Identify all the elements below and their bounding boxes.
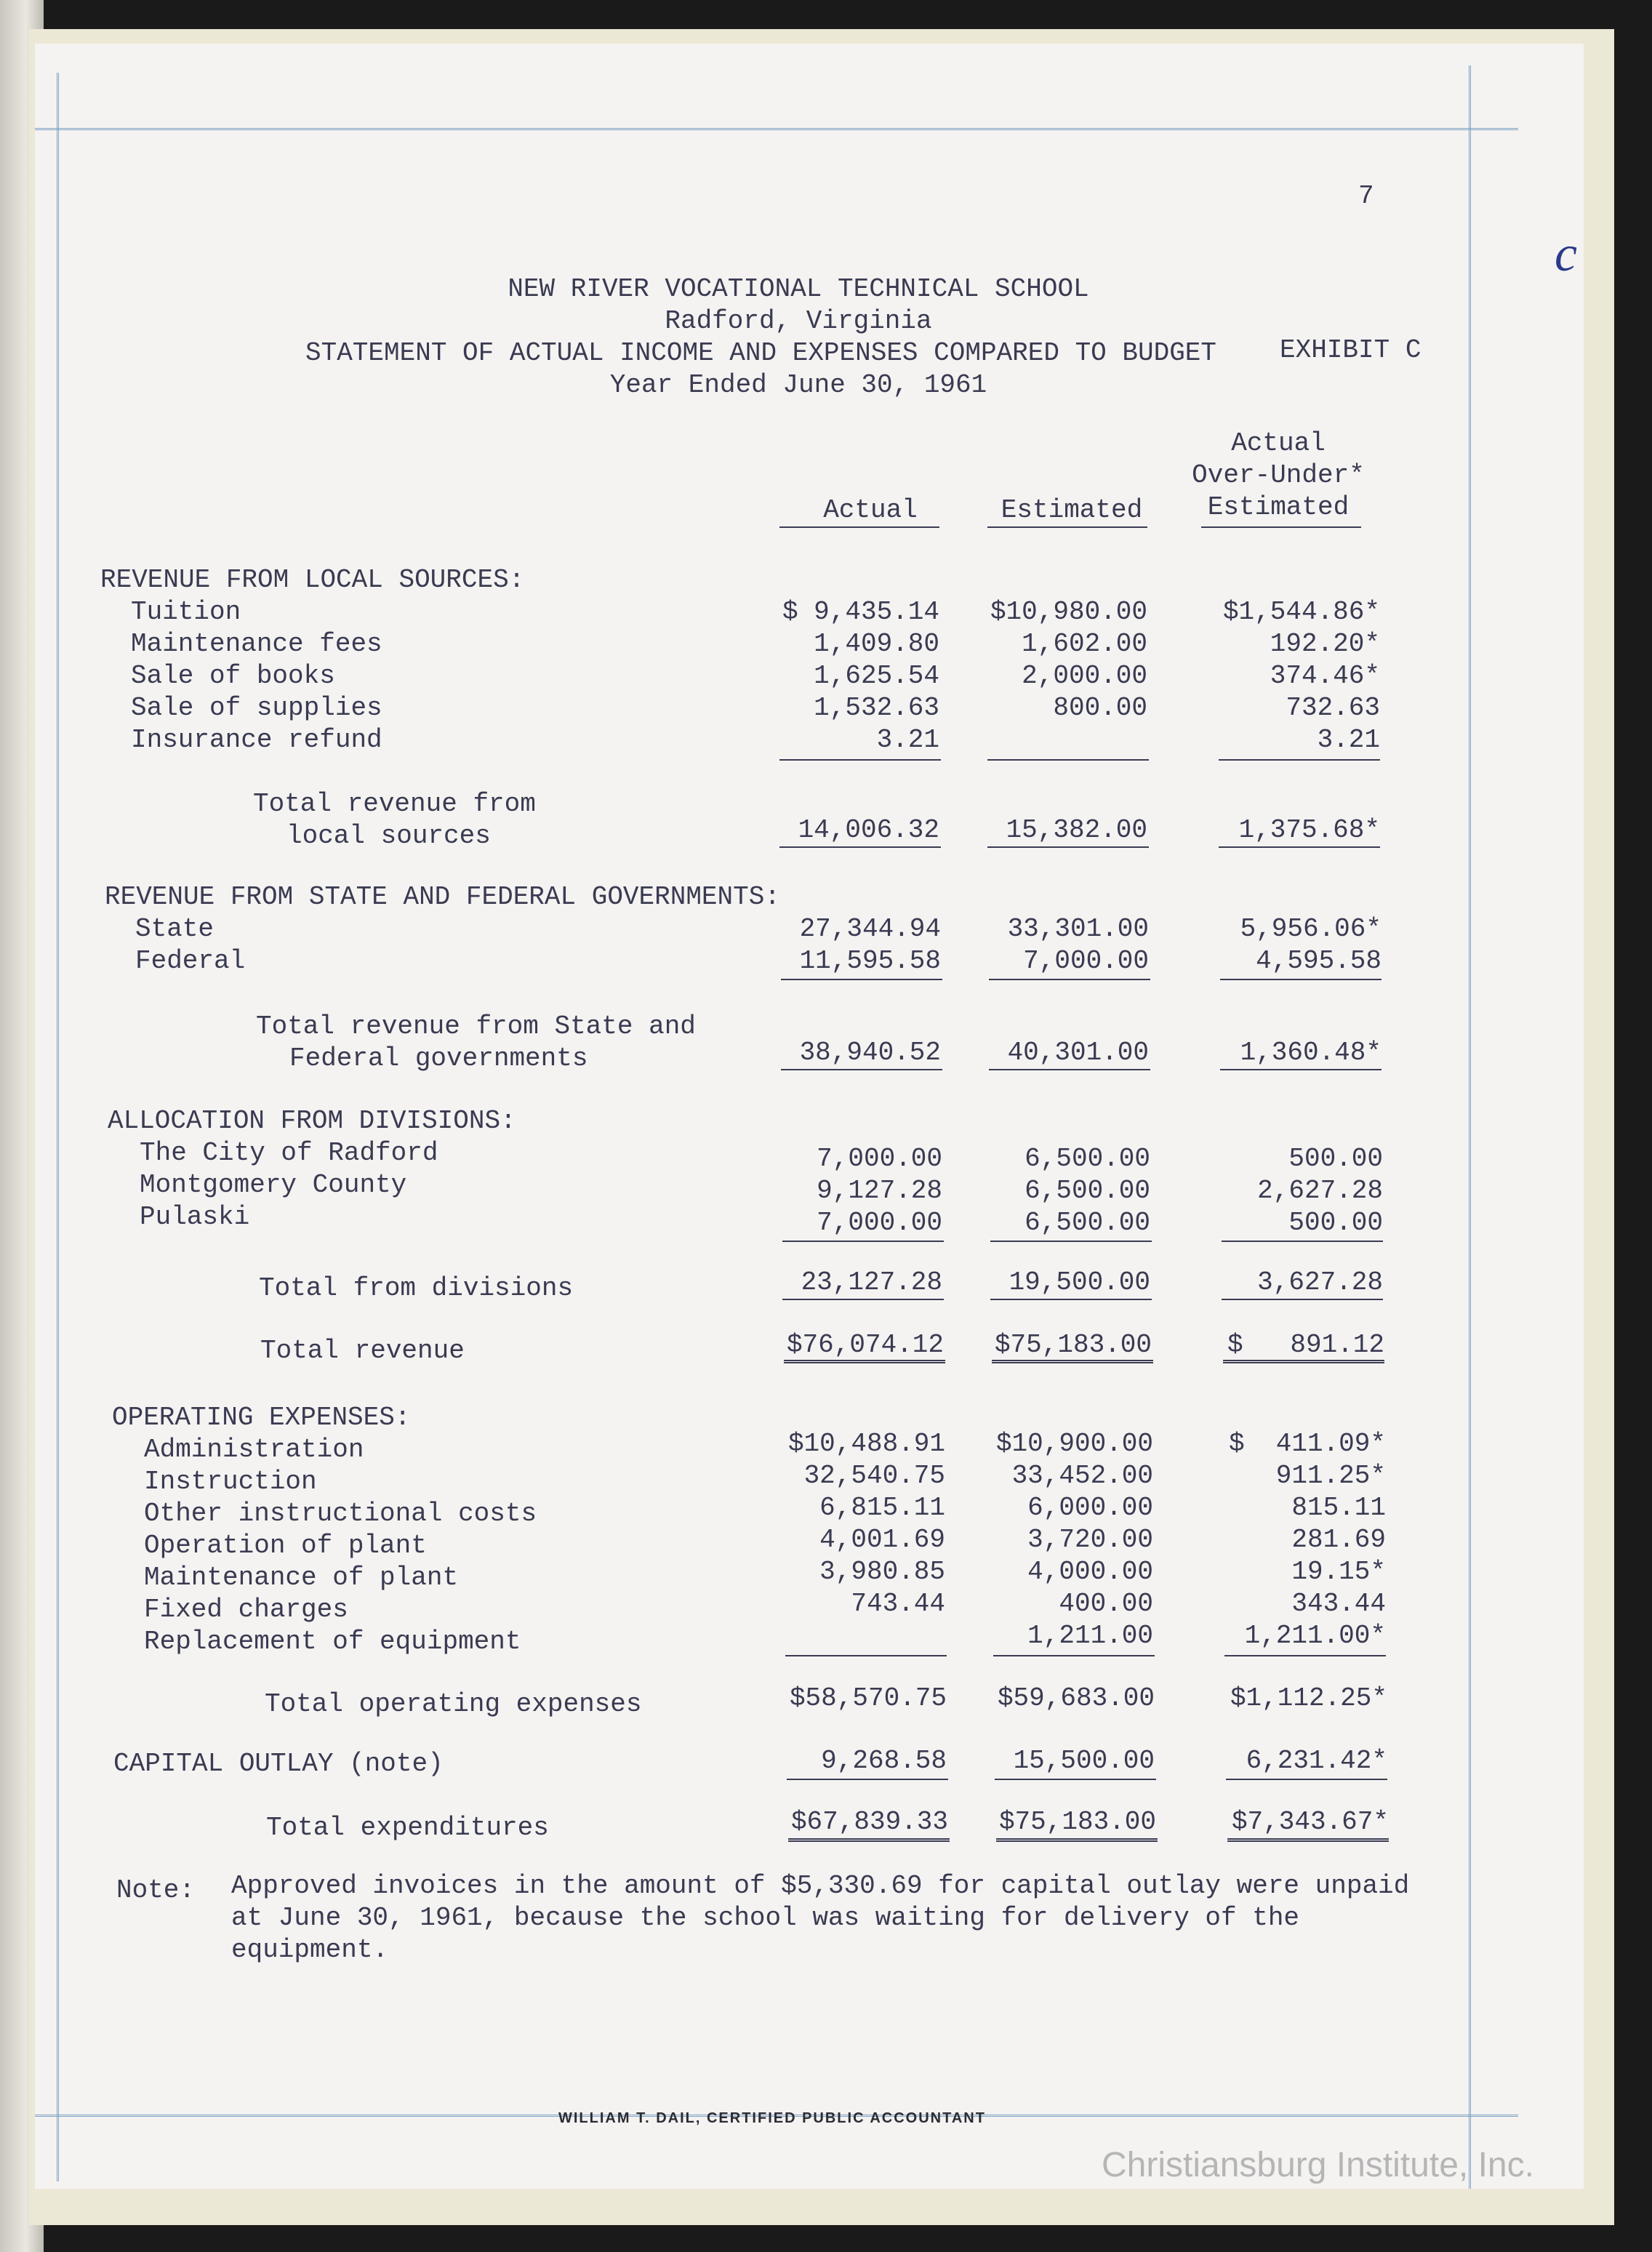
row-actual: 11,595.58 <box>799 946 941 976</box>
operating-total-estimated: $59,683.00 <box>997 1683 1155 1713</box>
row-diff: 19.15* <box>1291 1557 1386 1587</box>
row-estimated: 1,211.00 <box>1027 1621 1153 1651</box>
row-estimated: 33,301.00 <box>1007 914 1149 944</box>
row-diff: 815.11 <box>1291 1493 1386 1523</box>
row-label: Operation of plant <box>144 1531 427 1560</box>
row-actual: 32,540.75 <box>803 1461 945 1491</box>
row-diff: 1,211.00* <box>1244 1621 1386 1651</box>
local-total-label-2: local sources <box>286 821 491 851</box>
row-diff: 192.20* <box>1270 629 1380 659</box>
row-label: Other instructional costs <box>144 1499 537 1528</box>
local-total-actual: 14,006.32 <box>798 815 939 845</box>
page-number: 7 <box>1358 181 1374 211</box>
row-estimated: 3,720.00 <box>1027 1525 1153 1555</box>
row-actual: 9,127.28 <box>817 1176 942 1206</box>
col-head-actual: Actual <box>823 495 918 525</box>
row-label: The City of Radford <box>140 1138 438 1168</box>
row-estimated: 33,452.00 <box>1011 1461 1153 1491</box>
note-line-2: at June 30, 1961, because the school was waiting for delivery of the <box>231 1903 1300 1933</box>
cpa-footer: WILLIAM T. DAIL, CERTIFIED PUBLIC ACCOUNTANT <box>558 2110 986 2126</box>
state-total-label-2: Federal governments <box>289 1043 588 1073</box>
row-diff: 500.00 <box>1288 1208 1383 1238</box>
row-estimated: 800.00 <box>1053 693 1147 723</box>
capital-diff: 6,231.42* <box>1246 1746 1387 1776</box>
total-underline <box>989 1069 1150 1070</box>
total-expenditures-diff: $7,343.67* <box>1231 1807 1389 1837</box>
exhibit-label: EXHIBIT C <box>1280 335 1422 365</box>
capital-estimated: 15,500.00 <box>1013 1746 1155 1776</box>
state-heading: REVENUE FROM STATE AND FEDERAL GOVERNMENTS: <box>105 882 780 912</box>
document-page <box>35 44 1584 2189</box>
row-actual: 4,001.69 <box>819 1525 945 1555</box>
total-underline <box>1220 1069 1382 1070</box>
row-estimated: 2,000.00 <box>1022 661 1147 691</box>
col-head-actual-underline <box>779 526 939 528</box>
divisions-total-actual: 23,127.28 <box>801 1267 942 1297</box>
row-diff: $ 411.09* <box>1228 1429 1386 1459</box>
row-actual: 6,815.11 <box>819 1493 945 1523</box>
row-label: State <box>135 914 214 944</box>
left-border-rule <box>57 73 59 2181</box>
total-underline <box>1222 1299 1383 1300</box>
row-estimated: 6,000.00 <box>1027 1493 1153 1523</box>
subtotal-underline <box>1226 1779 1387 1780</box>
subtotal-underline <box>993 1655 1155 1656</box>
subtotal-underline <box>1224 1655 1386 1656</box>
row-label: Federal <box>135 946 246 976</box>
total-revenue-estimated: $75,183.00 <box>994 1330 1152 1360</box>
state-total-diff: 1,360.48* <box>1240 1038 1382 1067</box>
total-double-underline <box>996 1838 1158 1842</box>
row-diff: 3.21 <box>1317 725 1380 755</box>
row-actual: 1,625.54 <box>814 661 939 691</box>
row-estimated: $10,900.00 <box>995 1429 1153 1459</box>
local-total-label-1: Total revenue from <box>253 789 536 819</box>
row-diff: 732.63 <box>1286 693 1380 723</box>
col-head-diff-underline <box>1201 526 1361 528</box>
row-actual: 1,409.80 <box>814 629 939 659</box>
total-expenditures-actual: $67,839.33 <box>790 1807 948 1837</box>
row-diff: 343.44 <box>1291 1589 1386 1619</box>
row-actual: $ 9,435.14 <box>782 597 939 627</box>
period: Year Ended June 30, 1961 <box>609 370 987 400</box>
total-underline <box>779 846 941 848</box>
operating-heading: OPERATING EXPENSES: <box>112 1403 411 1432</box>
row-actual: 3,980.85 <box>819 1557 945 1587</box>
row-label: Sale of supplies <box>131 693 382 723</box>
row-actual: 27,344.94 <box>799 914 941 944</box>
state-total-estimated: 40,301.00 <box>1007 1038 1149 1067</box>
divisions-total-estimated: 19,500.00 <box>1009 1267 1150 1297</box>
total-expenditures-label: Total expenditures <box>266 1813 549 1843</box>
total-double-underline <box>784 1360 945 1363</box>
subtotal-underline <box>787 1779 948 1780</box>
total-revenue-diff: $ 891.12 <box>1227 1330 1384 1360</box>
row-estimated: $10,980.00 <box>990 597 1147 627</box>
capital-actual: 9,268.58 <box>821 1746 947 1776</box>
row-actual: 743.44 <box>851 1589 945 1619</box>
row-label: Insurance refund <box>131 725 382 755</box>
row-label: Tuition <box>131 597 241 627</box>
row-label: Sale of books <box>131 661 335 691</box>
subtotal-underline <box>1220 979 1382 980</box>
state-total-actual: 38,940.52 <box>799 1038 941 1067</box>
row-actual: $10,488.91 <box>787 1429 945 1459</box>
local-total-estimated: 15,382.00 <box>1006 815 1147 845</box>
capital-outlay-label: CAPITAL OUTLAY (note) <box>113 1749 444 1779</box>
total-double-underline <box>1227 1838 1389 1842</box>
row-label: Maintenance of plant <box>144 1563 459 1592</box>
row-estimated: 6,500.00 <box>1025 1208 1150 1238</box>
total-double-underline <box>788 1838 950 1842</box>
subtotal-underline <box>785 1655 947 1656</box>
total-double-underline <box>1223 1360 1384 1363</box>
row-actual: 3.21 <box>876 725 939 755</box>
row-diff: 500.00 <box>1288 1144 1383 1174</box>
row-label: Maintenance fees <box>131 629 382 659</box>
divisions-heading: ALLOCATION FROM DIVISIONS: <box>108 1106 516 1136</box>
right-border-rule <box>1469 65 1471 2189</box>
row-diff: $1,544.86* <box>1222 597 1380 627</box>
row-actual: 7,000.00 <box>817 1208 942 1238</box>
divisions-total-diff: 3,627.28 <box>1257 1267 1383 1297</box>
row-estimated: 6,500.00 <box>1025 1176 1150 1206</box>
subtotal-underline <box>990 1241 1152 1242</box>
row-estimated: 1,602.00 <box>1022 629 1147 659</box>
row-diff: 281.69 <box>1291 1525 1386 1555</box>
operating-total-actual: $58,570.75 <box>789 1683 947 1713</box>
row-actual: 7,000.00 <box>817 1144 942 1174</box>
watermark: Christiansburg Institute, Inc. <box>1102 2146 1534 2184</box>
row-label: Administration <box>144 1435 364 1464</box>
note-label: Note: <box>116 1875 196 1905</box>
note-line-1: Approved invoices in the amount of $5,330.69 for capital outlay were unpaid <box>231 1871 1410 1901</box>
row-estimated: 7,000.00 <box>1023 946 1149 976</box>
subtotal-underline <box>1219 759 1380 761</box>
note-line-3: equipment. <box>231 1935 389 1965</box>
row-actual: 1,532.63 <box>814 693 939 723</box>
col-head-estimated-underline <box>987 526 1147 528</box>
col-head-estimated: Estimated <box>1001 495 1143 525</box>
row-estimated: 400.00 <box>1059 1589 1153 1619</box>
state-total-label-1: Total revenue from State and <box>256 1011 696 1041</box>
row-label: Montgomery County <box>140 1170 407 1200</box>
total-underline <box>1219 846 1380 848</box>
row-diff: 911.25* <box>1275 1461 1386 1491</box>
total-double-underline <box>992 1360 1153 1363</box>
subtotal-underline <box>779 759 941 761</box>
pen-mark: c <box>1555 226 1578 282</box>
local-heading: REVENUE FROM LOCAL SOURCES: <box>100 565 525 595</box>
total-revenue-label: Total revenue <box>260 1336 465 1366</box>
row-label: Replacement of equipment <box>144 1627 521 1656</box>
subtotal-underline <box>781 979 942 980</box>
subtotal-underline <box>995 1779 1156 1780</box>
school-location: Radford, Virginia <box>665 306 932 336</box>
total-underline <box>781 1069 942 1070</box>
row-estimated: 6,500.00 <box>1025 1144 1150 1174</box>
subtotal-underline <box>782 1241 944 1242</box>
row-label: Instruction <box>144 1467 317 1496</box>
local-total-diff: 1,375.68* <box>1238 815 1380 845</box>
row-estimated: 4,000.00 <box>1027 1557 1153 1587</box>
row-label: Pulaski <box>140 1202 250 1232</box>
subtotal-underline <box>1222 1241 1383 1242</box>
col-head-diff-2: Over-Under* <box>1192 460 1365 490</box>
total-expenditures-estimated: $75,183.00 <box>998 1807 1156 1837</box>
operating-total-label: Total operating expenses <box>265 1689 642 1719</box>
total-underline <box>782 1299 944 1300</box>
subtotal-underline <box>989 979 1150 980</box>
divisions-total-label: Total from divisions <box>259 1273 574 1303</box>
subtotal-underline <box>987 759 1149 761</box>
statement-title: STATEMENT OF ACTUAL INCOME AND EXPENSES COMPARED TO BUDGET <box>305 338 1217 368</box>
total-underline <box>987 846 1149 848</box>
row-label: Fixed charges <box>144 1595 348 1624</box>
col-head-diff-1: Actual <box>1231 428 1326 458</box>
operating-total-diff: $1,112.25* <box>1230 1683 1387 1713</box>
top-border-rule <box>35 128 1518 130</box>
row-diff: 374.46* <box>1270 661 1380 691</box>
row-diff: 4,595.58 <box>1256 946 1382 976</box>
total-revenue-actual: $76,074.12 <box>786 1330 944 1360</box>
col-head-diff-3: Estimated <box>1207 492 1350 522</box>
row-diff: 5,956.06* <box>1240 914 1382 944</box>
total-underline <box>990 1299 1152 1300</box>
row-diff: 2,627.28 <box>1257 1176 1383 1206</box>
school-name: NEW RIVER VOCATIONAL TECHNICAL SCHOOL <box>508 274 1089 304</box>
